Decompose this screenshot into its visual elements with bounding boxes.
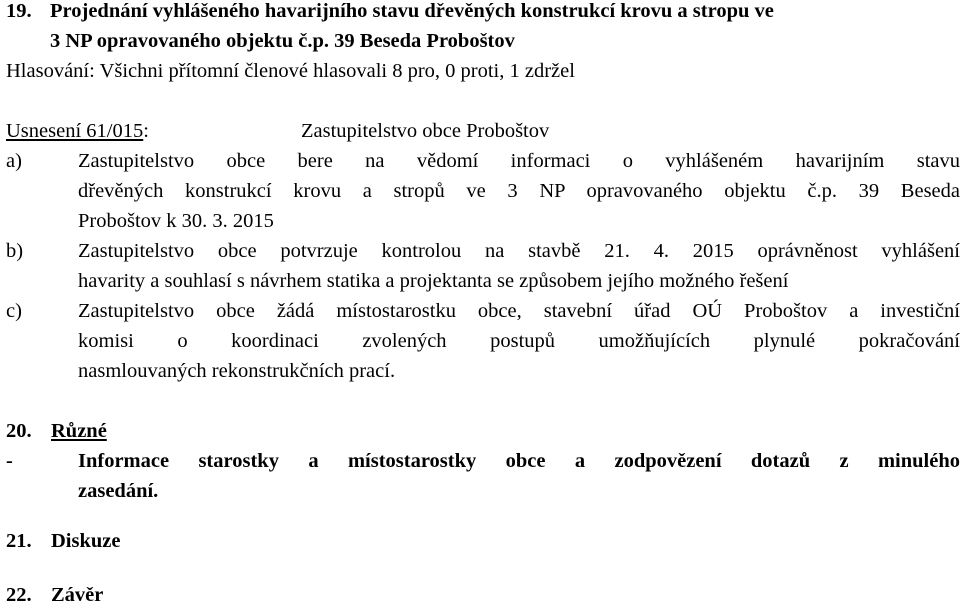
section-20-number: 20.	[6, 420, 32, 442]
section-19-title-line2: 3 NP opravovaného objektu č.p. 39 Beseda Proboštov	[50, 30, 515, 52]
section-20-item-line2: zasedání.	[78, 480, 159, 502]
resolution-label: Usnesení 61/015	[6, 120, 144, 142]
section-21-number: 21.	[6, 530, 32, 552]
resolution-item-b-line1: Zastupitelstvo obce potvrzuje kontrolou na stavbě 21. 4. 2015 oprávněnost vyhlášení	[78, 240, 960, 262]
section-20-item	[6, 446, 960, 506]
section-20-title: Různé	[51, 420, 107, 442]
section-22-number: 22.	[6, 584, 32, 606]
section-21-title: Diskuze	[51, 530, 121, 552]
section-20-item-marker: -	[6, 450, 13, 472]
section-22-title: Závěr	[51, 584, 104, 606]
resolution-body: Zastupitelstvo obce Proboštov	[301, 120, 550, 142]
section-19-title-line1: Projednání vyhlášeného havarijního stavu dřevěných konstrukcí krovu a stropu ve	[50, 0, 774, 22]
resolution-block	[6, 116, 960, 386]
resolution-item-b	[6, 236, 960, 296]
resolution-item-c-line1: Zastupitelstvo obce žádá místostarostku obce, stavební úřad OÚ Proboštov a investiční	[78, 300, 960, 322]
resolution-header	[6, 116, 960, 146]
resolution-item-c	[6, 296, 960, 386]
resolution-item-c-line2: komisi o koordinaci zvolených postupů umožňujících plynulé pokračování	[78, 330, 960, 352]
section-20-item-line1: Informace starostky a místostarostky obce a zodpovězení dotazů z minulého	[78, 450, 960, 472]
section-22-heading	[6, 580, 960, 610]
section-21-heading	[6, 526, 960, 556]
resolution-item-c-marker: c)	[6, 300, 22, 322]
resolution-item-a-line3: Proboštov k 30. 3. 2015	[78, 210, 274, 232]
resolution-item-b-marker: b)	[6, 240, 24, 262]
section-20	[6, 416, 960, 506]
minutes-page	[6, 0, 960, 610]
resolution-colon: :	[143, 120, 149, 142]
section-19-heading	[6, 0, 960, 26]
resolution-title	[6, 116, 301, 146]
section-20-heading	[6, 416, 960, 446]
resolution-item-a	[6, 146, 960, 236]
resolution-item-a-line1: Zastupitelstvo obce bere na vědomí informaci o vyhlášeném havarijním stavu	[78, 150, 960, 172]
resolution-item-b-line2: havarity a souhlasí s návrhem statika a projektanta se způsobem jejího možného řešení	[78, 270, 789, 292]
resolution-item-a-marker: a)	[6, 150, 22, 172]
section-19-vote: Hlasování: Všichni přítomní členové hlasovali 8 pro, 0 proti, 1 zdržel	[6, 60, 575, 82]
resolution-item-a-line2: dřevěných konstrukcí krovu a stropů ve 3 NP opravovaného objektu č.p. 39 Beseda	[78, 180, 960, 202]
section-19-number: 19.	[6, 0, 32, 22]
resolution-item-c-line3: nasmlouvaných rekonstrukčních prací.	[78, 360, 396, 382]
